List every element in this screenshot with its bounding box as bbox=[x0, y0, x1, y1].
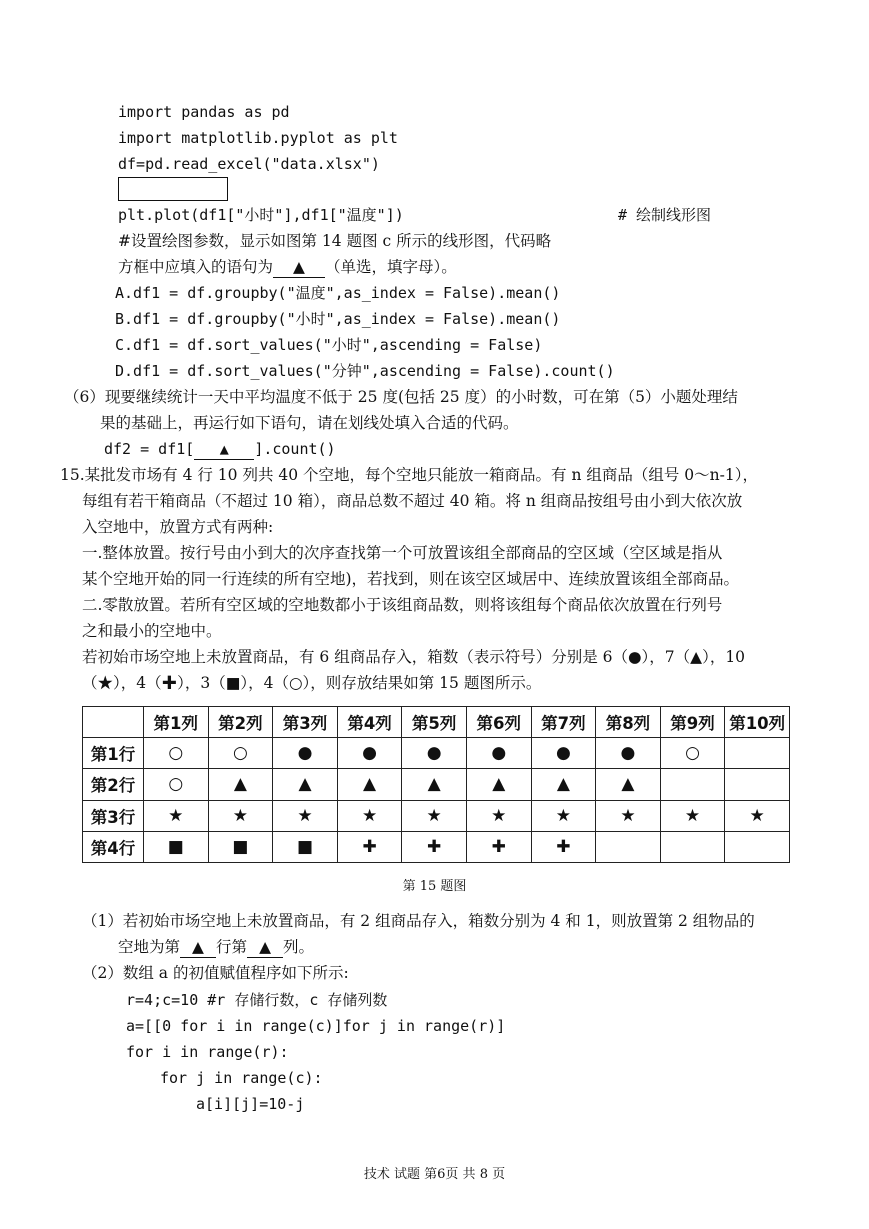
grid-cell: ✚ bbox=[402, 831, 467, 862]
q6-code: df2 = df1[ ▲ ].count() bbox=[104, 440, 336, 458]
grid-row bbox=[83, 831, 790, 862]
q6-line: （6）现要继续统计一天中平均温度不低于 25 度(包括 25 度）的小时数，可在第（5）小题处理结 bbox=[64, 388, 738, 406]
q15-line: 入空地中，放置方式有两种: bbox=[82, 518, 274, 536]
grid-cell: ● bbox=[273, 738, 338, 769]
grid-cell: ▲ bbox=[531, 769, 596, 800]
grid-cell: ○ bbox=[144, 769, 209, 800]
row-header: 第4行 bbox=[83, 831, 144, 862]
col-header: 第7列 bbox=[531, 707, 596, 738]
option-b: B.df1 = df.groupby("小时",as_index = False).mean() bbox=[115, 310, 561, 328]
q15-1-answer: 空地为第 ▲ 行第 ▲ 列。 bbox=[118, 938, 315, 956]
answer-blank: ▲ bbox=[180, 937, 216, 958]
grid-cell: ■ bbox=[208, 831, 273, 862]
q15-line: 一.整体放置。按行号由小到大的次序查找第一个可放置该组全部商品的空区域（空区域是指从 bbox=[82, 544, 723, 562]
grid-cell bbox=[596, 831, 661, 862]
page-footer: 技术 试题 第6页 共 8 页 bbox=[363, 1167, 506, 1182]
q15-line: 之和最小的空地中。 bbox=[82, 622, 222, 640]
row-header: 第2行 bbox=[83, 769, 144, 800]
code-line: import pandas as pd bbox=[118, 103, 290, 121]
grid-row bbox=[83, 800, 790, 831]
grid-cell: ■ bbox=[144, 831, 209, 862]
grid-cell: ▲ bbox=[208, 769, 273, 800]
grid-cell bbox=[725, 769, 790, 800]
grid-cell: ● bbox=[337, 738, 402, 769]
grid-cell: ★ bbox=[337, 800, 402, 831]
figure-caption: 第 15 题图 bbox=[402, 879, 467, 894]
code-comment: # 绘制线形图 bbox=[618, 206, 712, 224]
grid-cell: ■ bbox=[273, 831, 338, 862]
storage-grid bbox=[82, 706, 790, 863]
grid-cell: ★ bbox=[725, 800, 790, 831]
col-header: 第8列 bbox=[596, 707, 661, 738]
col-header: 第10列 bbox=[725, 707, 790, 738]
corner-cell bbox=[83, 707, 144, 738]
grid-cell: ▲ bbox=[273, 769, 338, 800]
grid-cell: ★ bbox=[531, 800, 596, 831]
grid-cell: ★ bbox=[660, 800, 725, 831]
grid-cell: ✚ bbox=[531, 831, 596, 862]
grid-cell: ✚ bbox=[466, 831, 531, 862]
code-comment-line: #设置绘图参数，显示如图第 14 题图 c 所示的线形图，代码略 bbox=[118, 232, 552, 250]
q15-2-line: （2）数组 a 的初值赋值程序如下所示: bbox=[82, 964, 349, 982]
q15-line: 若初始市场空地上未放置商品，有 6 组商品存入，箱数（表示符号）分别是 6（●），7（▲），10 bbox=[82, 648, 746, 666]
q15-line: 15.某批发市场有 4 行 10 列共 40 个空地，每个空地只能放一箱商品。有 n 组商品（组号 0～n-1）， bbox=[60, 466, 758, 484]
col-header: 第3列 bbox=[273, 707, 338, 738]
grid-cell bbox=[725, 831, 790, 862]
answer-box bbox=[118, 177, 228, 201]
grid-cell: ● bbox=[531, 738, 596, 769]
grid-cell: ▲ bbox=[337, 769, 402, 800]
code-line: import matplotlib.pyplot as plt bbox=[118, 129, 398, 147]
q15-line: 某个空地开始的同一行连续的所有空地)，若找到，则在该空区域居中、连续放置该组全部商品。 bbox=[82, 570, 740, 588]
code-line: r=4;c=10 #r 存储行数，c 存储列数 bbox=[126, 991, 388, 1009]
grid-row bbox=[83, 769, 790, 800]
answer-blank: ▲ bbox=[194, 439, 254, 460]
q15-1-line: （1）若初始市场空地上未放置商品，有 2 组商品存入，箱数分别为 4 和 1，则放置第 2 组物品的 bbox=[82, 912, 755, 930]
grid-cell: ▲ bbox=[596, 769, 661, 800]
col-header: 第5列 bbox=[402, 707, 467, 738]
col-header: 第1列 bbox=[144, 707, 209, 738]
code-line: a=[[0 for i in range(c)]for j in range(r)] bbox=[126, 1017, 506, 1035]
grid-cell: ★ bbox=[596, 800, 661, 831]
grid-cell: ★ bbox=[208, 800, 273, 831]
grid-cell: ● bbox=[466, 738, 531, 769]
col-header: 第9列 bbox=[660, 707, 725, 738]
option-c: C.df1 = df.sort_values("小时",ascending = False) bbox=[115, 336, 543, 354]
q15-line: 每组有若干箱商品（不超过 10 箱），商品总数不超过 40 箱。将 n 组商品按组号由小到大依次放 bbox=[82, 492, 743, 510]
grid-cell: ● bbox=[596, 738, 661, 769]
grid-cell bbox=[725, 738, 790, 769]
code-line: for i in range(r): bbox=[126, 1043, 289, 1061]
header-row bbox=[83, 707, 790, 738]
grid-cell: ★ bbox=[402, 800, 467, 831]
grid-row bbox=[83, 738, 790, 769]
option-d: D.df1 = df.sort_values("分钟",ascending = False).count() bbox=[115, 362, 615, 380]
col-header: 第4列 bbox=[337, 707, 402, 738]
grid-cell: ● bbox=[402, 738, 467, 769]
answer-blank: ▲ bbox=[247, 937, 283, 958]
grid-cell: ▲ bbox=[466, 769, 531, 800]
grid-cell: ★ bbox=[144, 800, 209, 831]
grid-cell: ★ bbox=[273, 800, 338, 831]
code-line: for j in range(c): bbox=[160, 1069, 323, 1087]
answer-blank: ▲ bbox=[273, 257, 325, 278]
grid-cell: ○ bbox=[144, 738, 209, 769]
grid-cell: ✚ bbox=[337, 831, 402, 862]
code-line: a[i][j]=10-j bbox=[196, 1095, 305, 1113]
question-prompt: 方框中应填入的语句为 ▲ （单选，填字母）。 bbox=[118, 258, 457, 276]
grid-cell: ○ bbox=[208, 738, 273, 769]
code-line: df=pd.read_excel("data.xlsx") bbox=[118, 155, 380, 173]
grid-cell: ▲ bbox=[402, 769, 467, 800]
code-line: plt.plot(df1["小时"],df1["温度"]) bbox=[118, 206, 404, 224]
row-header: 第3行 bbox=[83, 800, 144, 831]
grid-cell: ○ bbox=[660, 738, 725, 769]
q15-line: 二.零散放置。若所有空区域的空地数都小于该组商品数，则将该组每个商品依次放置在行列号 bbox=[82, 596, 723, 614]
grid-cell bbox=[660, 769, 725, 800]
q15-line: （★），4（✚），3（■），4（○），则存放结果如第 15 题图所示。 bbox=[82, 674, 542, 692]
col-header: 第2列 bbox=[208, 707, 273, 738]
row-header: 第1行 bbox=[83, 738, 144, 769]
q6-line: 果的基础上，再运行如下语句，请在划线处填入合适的代码。 bbox=[100, 414, 519, 432]
grid-cell: ★ bbox=[466, 800, 531, 831]
grid-cell bbox=[660, 831, 725, 862]
col-header: 第6列 bbox=[466, 707, 531, 738]
option-a: A.df1 = df.groupby("温度",as_index = False).mean() bbox=[115, 284, 561, 302]
